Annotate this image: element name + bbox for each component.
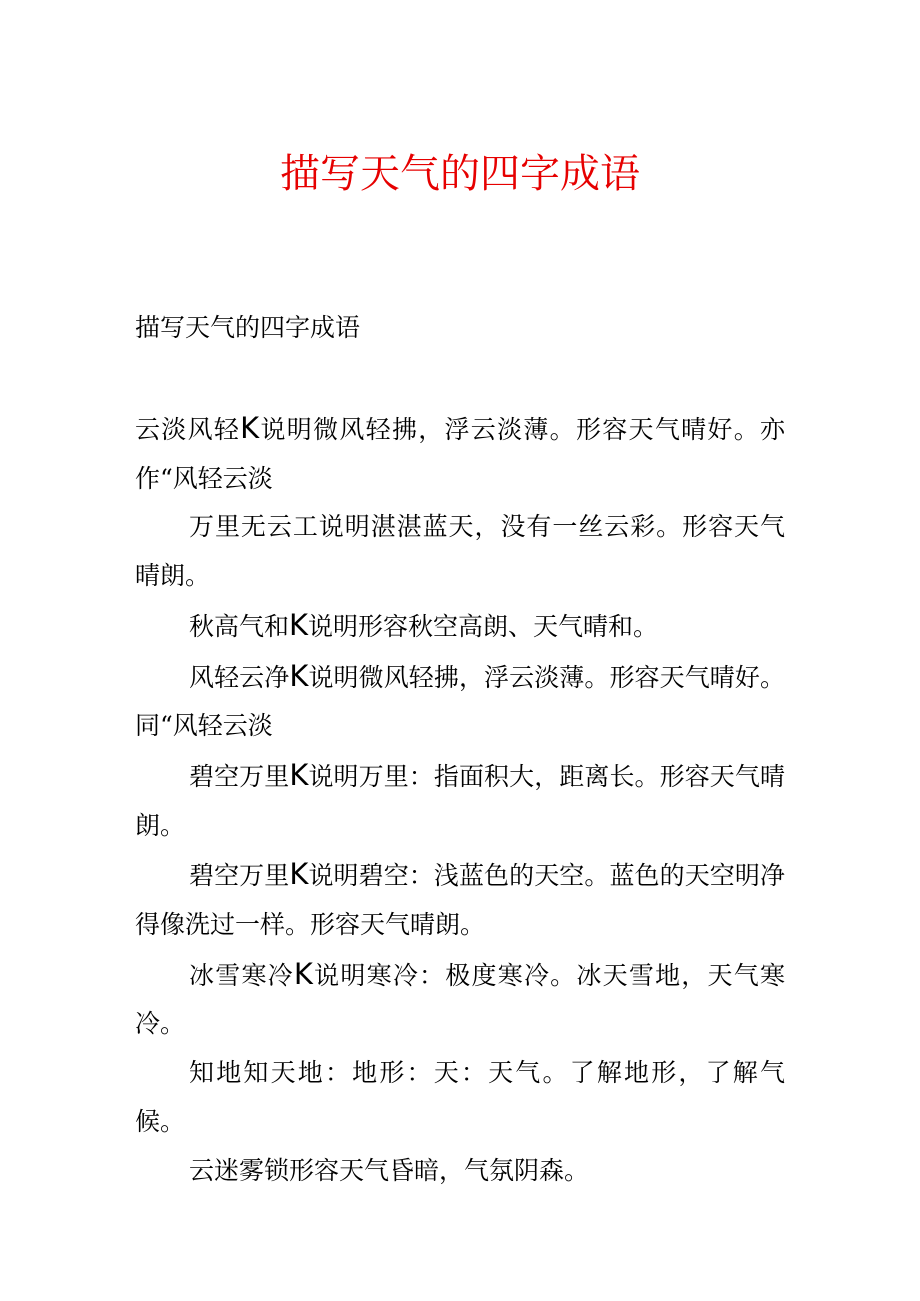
idiom-mark: K [240, 411, 260, 445]
idiom-term: 秋高气和 [189, 611, 290, 641]
document-title: 描写天气的四字成语 [280, 151, 640, 197]
idiom-term: 云迷雾锁 [189, 1155, 290, 1185]
idiom-term: 万里无云 [189, 512, 293, 542]
idiom-explanation: 形容天气昏暗，气氛阴森。 [289, 1155, 590, 1185]
idiom-term: 知地知天 [189, 1058, 298, 1088]
idiom-term: 冰雪寒冷 [189, 960, 294, 990]
idiom-mark: K [289, 658, 309, 693]
idiom-paragraph [135, 850, 785, 949]
idiom-term: 碧空万里 [189, 761, 290, 791]
idiom-paragraph [135, 601, 785, 652]
idiom-paragraph [135, 950, 785, 1049]
idiom-paragraph [135, 1147, 785, 1196]
idiom-explanation: 说明形容秋空高朗、天气晴和。 [308, 611, 659, 641]
idiom-explanation: 说明万里：指面积大，距离长。形容天气晴朗。 [135, 761, 785, 840]
idiom-term: 云淡风轻 [135, 415, 241, 444]
idiom-mark: K [289, 857, 309, 892]
idiom-list [135, 404, 785, 1195]
idiom-paragraph [135, 652, 785, 751]
idiom-paragraph [135, 404, 785, 503]
idiom-paragraph [135, 751, 785, 850]
idiom-paragraph [135, 1049, 785, 1146]
idiom-mark: K [289, 607, 309, 642]
idiom-term: 风轻云净 [189, 662, 290, 692]
idiom-term: 碧空万里 [189, 861, 290, 891]
idiom-explanation: 说明微风轻拂，浮云淡薄。形容天气晴好。同“风轻云淡 [135, 662, 785, 741]
idiom-explanation: 说明微风轻拂，浮云淡薄。形容天气晴好。亦作“风轻云淡 [135, 415, 785, 493]
document-subtitle: 描写天气的四字成语 [135, 313, 361, 342]
idiom-paragraph [135, 503, 785, 600]
idiom-explanation: 说明碧空：浅蓝色的天空。蓝色的天空明净得像洗过一样。形容天气晴朗。 [135, 861, 785, 940]
idiom-explanation: 地：地形：天：天气。了解地形，了解气候。 [135, 1058, 785, 1136]
idiom-mark: K [293, 956, 313, 991]
idiom-mark: K [289, 757, 309, 792]
idiom-explanation: 工说明湛湛蓝天，没有一丝云彩。形容天气晴朗。 [135, 512, 785, 591]
idiom-explanation: 说明寒冷：极度寒冷。冰天雪地，天气寒冷。 [135, 960, 785, 1039]
